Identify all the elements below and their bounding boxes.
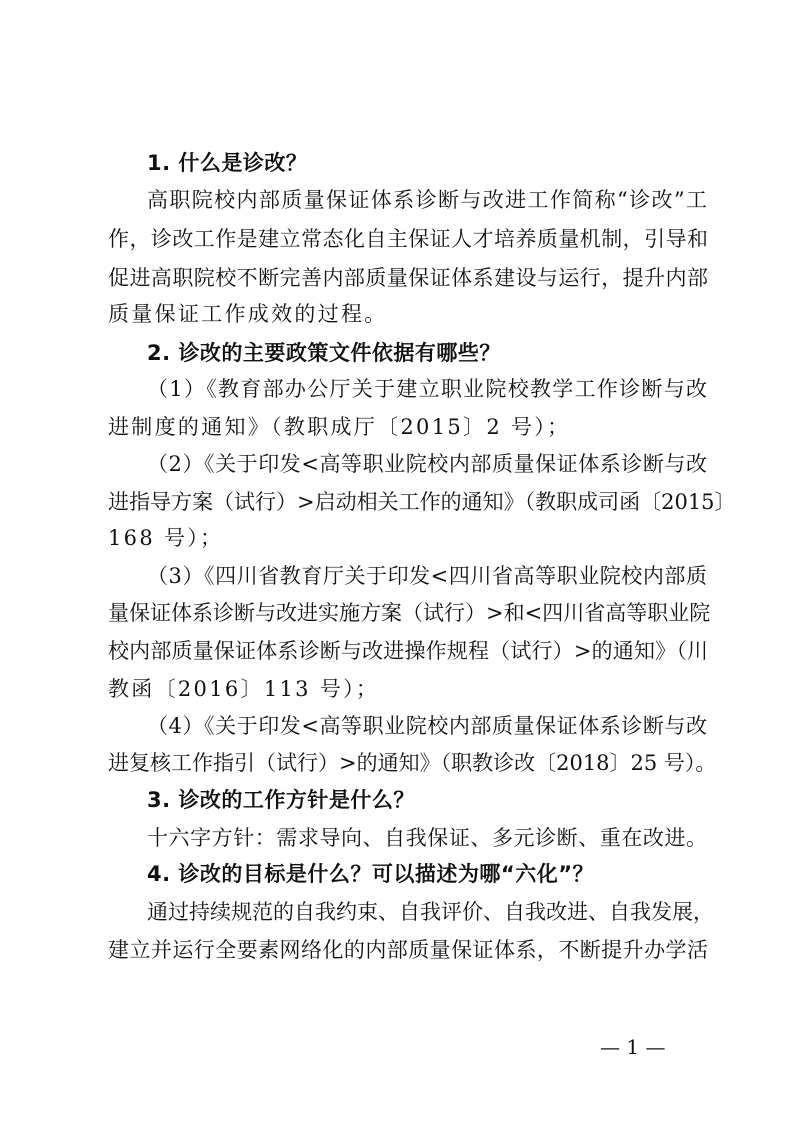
paragraph-line: （1）《教育部办公厅关于建立职业院校教学工作诊断与改 (147, 377, 707, 401)
paragraph-line: 168 号）； (108, 526, 224, 550)
paragraph-line: 作，诊改工作是建立常态化自主保证人才培养质量机制，引导和 (108, 227, 708, 251)
paragraph-line: 通过持续规范的自我约束、自我评价、自我改进、自我发展， (147, 900, 714, 924)
paragraph-line: 教函〔2016〕113 号）； (108, 677, 380, 701)
paragraph-line: 十六字方针：需求导向、自我保证、多元诊断、重在改进。 (147, 826, 707, 850)
paragraph-line: （4）《关于印发<高等职业院校内部质量保证体系诊断与改 (147, 714, 707, 738)
paragraph-line: 校内部质量保证体系诊断与改进操作规程（试行）>的通知》（川 (108, 639, 708, 663)
heading-3: 3. 诊改的工作方针是什么？ (147, 788, 415, 812)
paragraph-line: （2）《关于印发<高等职业院校内部质量保证体系诊断与改 (147, 452, 707, 476)
paragraph-line: 高职院校内部质量保证体系诊断与改进工作简称“诊改”工 (147, 188, 707, 212)
paragraph-line: 进指导方案（试行）>启动相关工作的通知》（教职成司函〔2015〕 (108, 490, 736, 514)
paragraph-line: （3）《四川省教育厅关于印发<四川省高等职业院校内部质 (147, 564, 707, 588)
paragraph-line: 质量保证工作成效的过程。 (108, 302, 388, 326)
page-number: — 1 — (600, 1035, 666, 1059)
paragraph-line: 进制度的通知》（教职成厅〔2015〕2 号）； (108, 415, 571, 439)
paragraph-line: 进复核工作指引（试行）>的通知》（职教诊改〔2018〕25 号）。 (108, 751, 717, 775)
heading-2: 2. 诊改的主要政策文件依据有哪些？ (147, 341, 501, 365)
heading-4: 4. 诊改的目标是什么？可以描述为哪“六化”？ (147, 862, 595, 886)
paragraph-line: 量保证体系诊断与改进实施方案（试行）>和<四川省高等职业院 (108, 601, 711, 625)
heading-1: 1. 什么是诊改？ (147, 151, 308, 175)
paragraph-line: 促进高职院校不断完善内部质量保证体系建设与运行，提升内部 (108, 266, 708, 290)
paragraph-line: 建立并运行全要素网络化的内部质量保证体系，不断提升办学活 (108, 938, 708, 962)
